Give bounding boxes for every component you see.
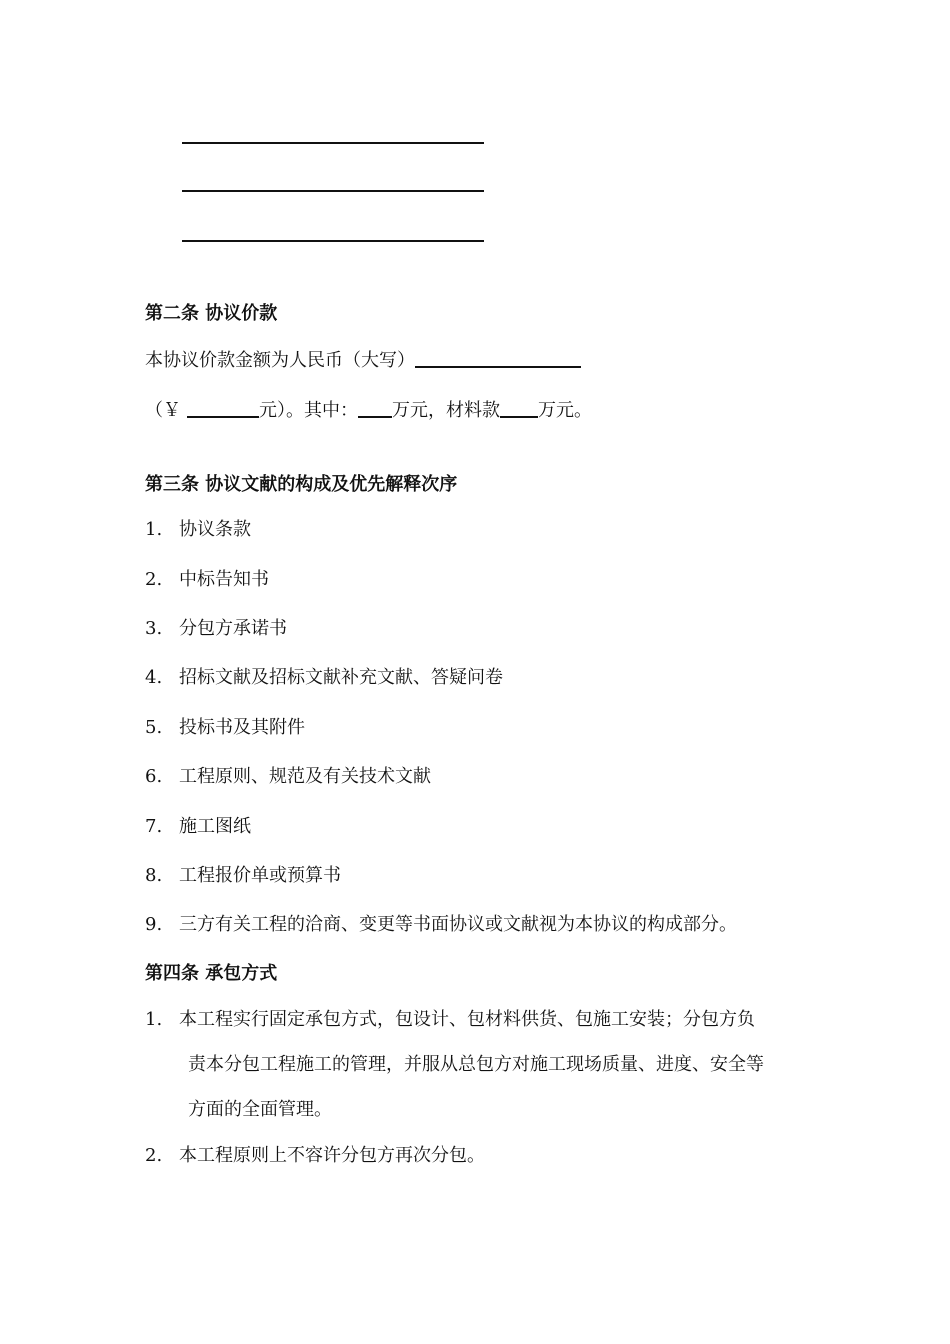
price-yen-open: （￥ bbox=[145, 400, 181, 421]
price-end-text: 万元。 bbox=[538, 400, 592, 421]
list-item: 2. 本工程原则上不容许分包方再次分包。 bbox=[145, 1145, 485, 1166]
article3-heading: 第三条 协议文献的构成及优先解释次序 bbox=[145, 474, 458, 495]
list-item: 7. 施工图纸 bbox=[145, 816, 251, 837]
list-item: 8. 工程报价单或预算书 bbox=[145, 865, 341, 886]
blank-line-2 bbox=[182, 190, 484, 192]
price-part-blank bbox=[358, 396, 392, 418]
list-item: 5. 投标书及其附件 bbox=[145, 717, 305, 738]
article2-heading: 第二条 协议价款 bbox=[145, 303, 278, 324]
article4-item2-text: 本工程原则上不容许分包方再次分包。 bbox=[179, 1145, 485, 1166]
list-item: 3. 分包方承诺书 bbox=[145, 618, 287, 639]
list-item: 4. 招标文献及招标文献补充文献、答疑问卷 bbox=[145, 667, 503, 688]
price-yen-blank bbox=[187, 396, 259, 418]
article4-item1-line3: 方面的全面管理。 bbox=[188, 1099, 332, 1120]
price-materials-blank bbox=[500, 396, 538, 418]
blank-line-3 bbox=[182, 240, 484, 242]
price-label-text: 本协议价款金额为人民币（大写） bbox=[145, 350, 415, 371]
price-uppercase-blank bbox=[415, 346, 581, 368]
article2-price-line1 bbox=[145, 346, 581, 373]
blank-line-1 bbox=[182, 142, 484, 144]
list-item: 2. 中标告知书 bbox=[145, 569, 269, 590]
price-yen-close: 元）。其中： bbox=[259, 400, 358, 421]
article4-item1-line1: 本工程实行固定承包方式，包设计、包材料供货、包施工安装；分包方负 bbox=[179, 1009, 755, 1030]
list-item: 6. 工程原则、规范及有关技术文献 bbox=[145, 766, 431, 787]
list-item: 1. 本工程实行固定承包方式，包设计、包材料供货、包施工安装；分包方负 bbox=[145, 1009, 755, 1030]
list-item: 1. 协议条款 bbox=[145, 519, 251, 540]
price-materials-label: 万元，材料款 bbox=[392, 400, 500, 421]
list-item: 9. 三方有关工程的洽商、变更等书面协议或文献视为本协议的构成部分。 bbox=[145, 914, 737, 935]
article4-item1-line2: 责本分包工程施工的管理，并服从总包方对施工现场质量、进度、安全等 bbox=[188, 1054, 764, 1075]
article2-price-line2 bbox=[145, 396, 592, 423]
article4-heading: 第四条 承包方式 bbox=[145, 963, 278, 984]
